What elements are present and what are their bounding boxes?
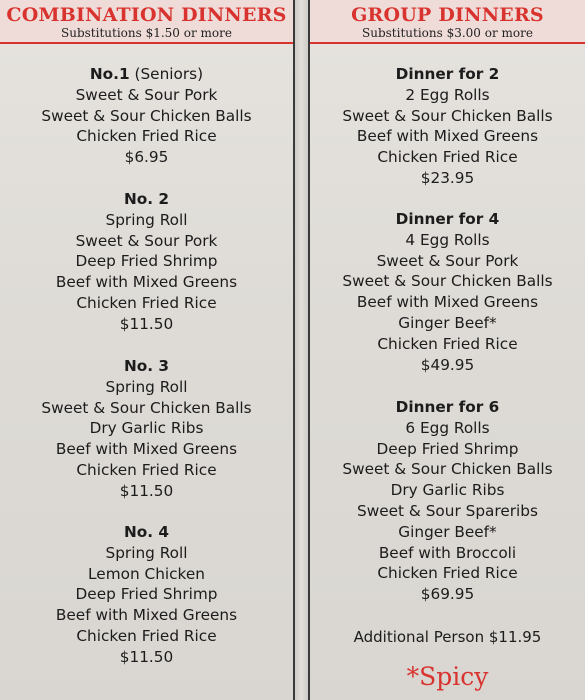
menu-item <box>310 209 585 375</box>
menu-item-number: Dinner for 2 <box>395 65 500 83</box>
menu-item <box>310 64 585 189</box>
group-dinners-section <box>308 0 585 700</box>
menu-item <box>310 397 585 605</box>
menu-item-dish: Lemon Chicken <box>88 564 205 583</box>
menu-item-dish: Sweet & Sour Chicken Balls <box>41 106 252 125</box>
menu-item-title <box>310 64 585 85</box>
menu-item-dish: Chicken Fried Rice <box>76 460 217 479</box>
menu-item-dish: Ginger Beef* <box>398 313 497 332</box>
group-header <box>310 0 585 44</box>
menu-item-title <box>310 397 585 418</box>
menu-item-dish: Beef with Mixed Greens <box>55 273 238 292</box>
menu-item-price: $69.95 <box>420 585 475 604</box>
menu-item-dish: 6 Egg Rolls <box>405 418 490 437</box>
menu-item-title <box>310 209 585 230</box>
menu-item-dish: Deep Fried Shrimp <box>75 252 218 271</box>
menu-item-dish: Spring Roll <box>105 377 188 396</box>
menu-item-dish: Deep Fried Shrimp <box>376 439 519 458</box>
menu-item-title <box>0 64 293 85</box>
additional-person: Additional Person $11.95 <box>353 628 542 646</box>
menu-item-number: No. 3 <box>123 357 170 375</box>
spicy-note: *Spicy <box>406 662 489 691</box>
menu-item-dish: Sweet & Sour Pork <box>75 85 218 104</box>
menu-item-dish: 4 Egg Rolls <box>405 230 490 249</box>
combination-title: COMBINATION DINNERS <box>6 4 287 26</box>
menu-item-price: $49.95 <box>420 355 475 374</box>
menu-item-price: $11.50 <box>119 647 174 666</box>
menu-item-number: No.1 <box>89 65 130 83</box>
menu-item-dish: Beef with Mixed Greens <box>356 293 539 312</box>
menu-item <box>0 189 293 335</box>
menu-item-dish: Spring Roll <box>105 543 188 562</box>
menu-item <box>0 522 293 668</box>
menu-item-dish: Sweet & Sour Spareribs <box>357 501 538 520</box>
menu-item-price: $23.95 <box>420 168 475 187</box>
menu-item-title <box>0 356 293 377</box>
menu-item-dish: Dry Garlic Ribs <box>89 419 204 438</box>
menu-item-dish: Chicken Fried Rice <box>377 564 518 583</box>
menu-item-dish: Beef with Mixed Greens <box>356 127 539 146</box>
menu-item <box>0 64 293 168</box>
menu-item-title <box>0 189 293 210</box>
menu-item-dish: Chicken Fried Rice <box>377 334 518 353</box>
menu-item-dish: Chicken Fried Rice <box>76 626 217 645</box>
menu-item-number: No. 2 <box>123 190 170 208</box>
menu-item-dish: Spring Roll <box>105 210 188 229</box>
menu-item-dish: Sweet & Sour Chicken Balls <box>342 460 553 479</box>
menu-item-dish: Beef with Broccoli <box>378 543 517 562</box>
menu-item-dish: 2 Egg Rolls <box>405 85 490 104</box>
menu-item-number: Dinner for 4 <box>395 210 500 228</box>
menu-item-dish: Sweet & Sour Pork <box>376 251 519 270</box>
menu-item-dish: Beef with Mixed Greens <box>55 440 238 459</box>
menu-item-dish: Beef with Mixed Greens <box>55 606 238 625</box>
menu-item-price: $6.95 <box>124 148 169 167</box>
menu-item-dish: Sweet & Sour Chicken Balls <box>342 272 553 291</box>
combination-subtitle: Substitutions $1.50 or more <box>61 26 232 40</box>
menu-item-dish: Ginger Beef* <box>398 522 497 541</box>
menu-item-dish: Chicken Fried Rice <box>76 127 217 146</box>
menu-item-price: $11.50 <box>119 481 174 500</box>
menu-item-dish: Dry Garlic Ribs <box>390 481 505 500</box>
menu-item-dish: Chicken Fried Rice <box>377 148 518 167</box>
menu-item-dish: Deep Fried Shrimp <box>75 585 218 604</box>
menu-item <box>0 356 293 502</box>
menu-item-dish: Sweet & Sour Chicken Balls <box>342 106 553 125</box>
menu-item-price: $11.50 <box>119 314 174 333</box>
menu-item-note: (Seniors) <box>129 65 204 83</box>
menu-gutter <box>295 0 308 700</box>
menu-item-dish: Chicken Fried Rice <box>76 293 217 312</box>
combination-header <box>0 0 293 44</box>
group-title: GROUP DINNERS <box>351 4 544 26</box>
menu-item-number: Dinner for 6 <box>395 398 500 416</box>
menu-item-dish: Sweet & Sour Chicken Balls <box>41 398 252 417</box>
menu-item-number: No. 4 <box>123 523 170 541</box>
menu-item-dish: Sweet & Sour Pork <box>75 231 218 250</box>
group-subtitle: Substitutions $3.00 or more <box>362 26 533 40</box>
menu-item-title <box>0 522 293 543</box>
